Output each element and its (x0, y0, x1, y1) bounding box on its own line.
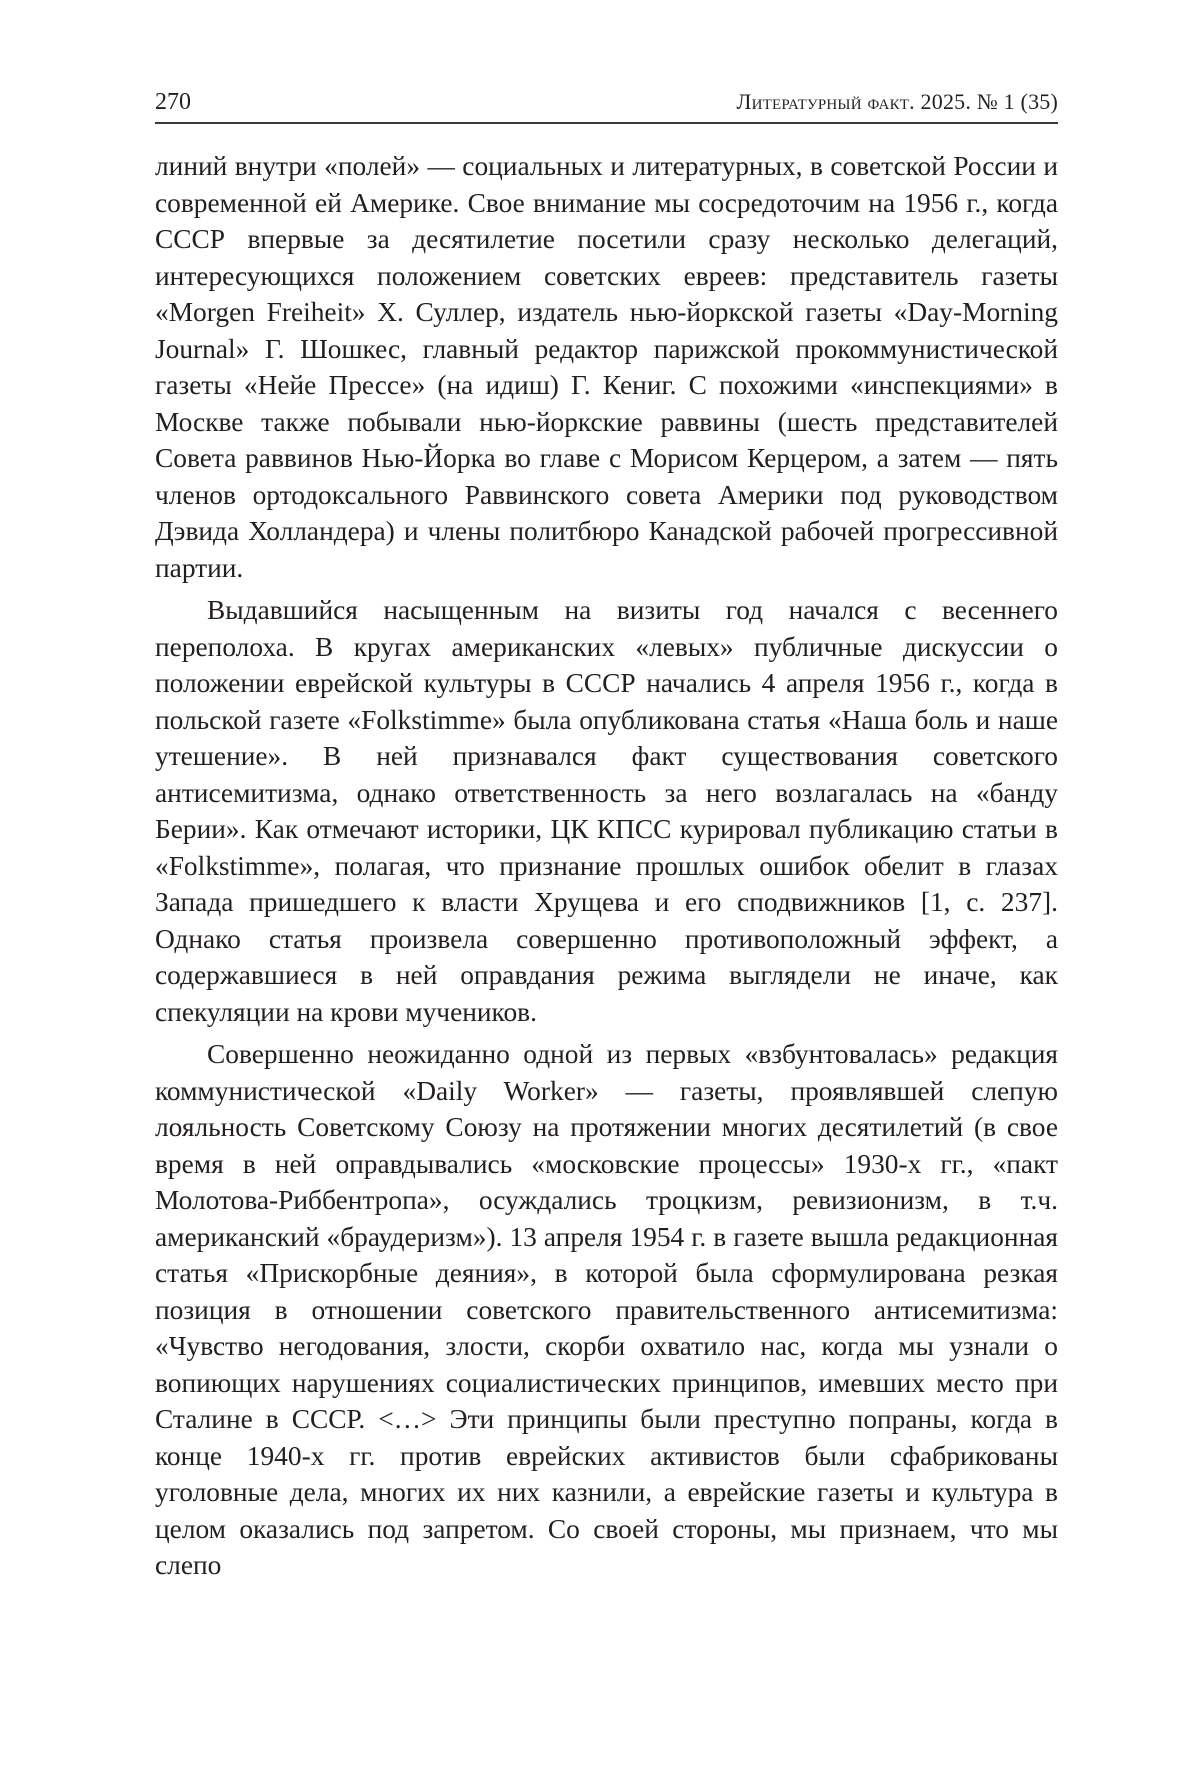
journal-name: Литературный факт (736, 89, 910, 114)
running-title (736, 88, 1058, 116)
page-number: 270 (155, 89, 191, 115)
body-text (155, 148, 1058, 1584)
issue-info: . 2025. № 1 (35) (909, 89, 1058, 114)
paragraph: Совершенно неожиданно одной из первых «взбунтовалась» редакция коммунистической «Daily Worker» — газеты, проявлявшей слепую лояльность Советскому Союзу на протяжении многих десятилетий (в свое время в ней оправдывались «московские процессы» 1930-х гг., «пакт Молотова-Риббентропа», осуждались троцкизм, ревизионизм, в т.ч. американский «браудеризм»). 13 апреля 1954 г. в газете вышла редакционная статья «Прискорбные деяния», в которой была сформулирована резкая позиция в отношении советского правительственного антисемитизма: «Чувство негодования, злости, скорби охватило нас, когда мы узнали о вопиющих нарушениях социалистических принципов, имевших место при Сталине в СССР. <…> Эти принципы были преступно попраны, когда в конце 1940-х гг. против еврейских активистов были сфабрикованы уголовные дела, многих их них казнили, а еврейские газеты и культура в целом оказались под запретом. Со своей стороны, мы признаем, что мы слепо (155, 1039, 1058, 1580)
paragraph-continued: линий внутри «полей» — социальных и литературных, в советской России и современной ей Америке. Свое внимание мы сосредоточим на 1956 г., когда СССР впервые за десятилетие посетили сразу несколько делегаций, интересующихся положением советских евреев: представитель газеты «Morgen Freiheit» Х. Суллер, издатель нью-йоркской газеты «Day-Morning Journal» Г. Шошкес, главный редактор парижской прокоммунистической газеты «Нейе Прессе» (на идиш) Г. Кениг. С похожими «инспекциями» в Москве также побывали нью-йоркские раввины (шесть представителей Совета раввинов Нью-Йорка во главе с Морисом Керцером, а затем — пять членов ортодоксального Раввинского совета Америки под руководством Дэвида Холландера) и члены политбюро Канадской рабочей прогрессивной партии. (155, 151, 1058, 583)
paragraph: Выдавшийся насыщенным на визиты год начался с весеннего переполоха. В кругах американских «левых» публичные дискуссии о положении еврейской культуры в СССР начались 4 апреля 1956 г., когда в польской газете «Folkstimme» была опубликована статья «Наша боль и наше утешение». В ней признавался факт существования советского антисемитизма, однако ответственность за него возлагалась на «банду Берии». Как отмечают историки, ЦК КПСС курировал публикацию статьи в «Folkstimme», полагая, что признание прошлых ошибок обелит в глазах Запада пришедшего к власти Хрущева и его сподвижников [1, с. 237]. Однако статья произвела совершенно противоположный эффект, а содержавшиеся в ней оправдания режима выглядели не иначе, как спекуляции на крови мучеников. (155, 595, 1058, 1027)
page-header (155, 88, 1058, 124)
